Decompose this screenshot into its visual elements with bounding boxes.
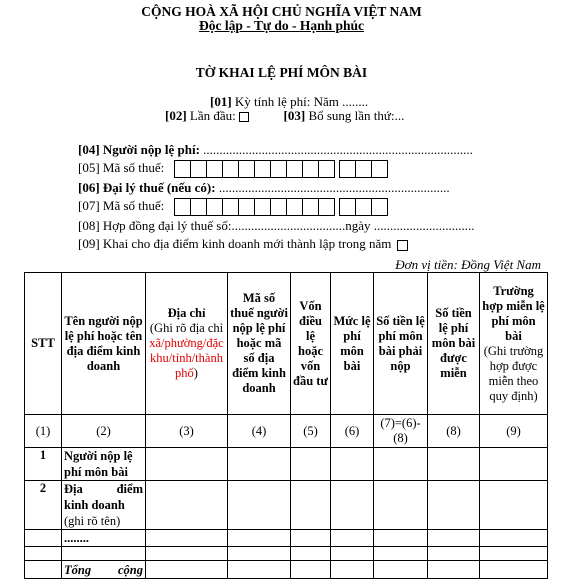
header-stt: STT	[25, 273, 62, 415]
row-exempt-case[interactable]	[480, 530, 548, 547]
first-time-checkbox[interactable]	[239, 112, 249, 122]
row-tax-code[interactable]	[228, 481, 291, 530]
row-name[interactable]: Người nộp lệ phí môn bài	[62, 448, 146, 481]
row-name[interactable]: ........	[62, 530, 146, 547]
header-address-note-close: )	[193, 366, 198, 380]
code-03: [03]	[283, 108, 306, 123]
tax-year-label: Kỳ tính lệ phí: Năm ........	[234, 94, 369, 109]
row-capital[interactable]	[291, 547, 331, 561]
currency-note: Đơn vị tiền: Đồng Việt Nam	[395, 257, 541, 272]
supplement-label: Bổ sung lần thứ:...	[308, 108, 405, 123]
row-payable[interactable]	[374, 448, 428, 481]
code-06: [06]	[78, 180, 100, 195]
row-exempt[interactable]	[428, 530, 480, 547]
row-exempt-case[interactable]	[480, 448, 548, 481]
total-row	[25, 561, 548, 579]
index-row	[25, 415, 548, 448]
header-exempt: Số tiền lệ phí môn bài được miễn	[428, 273, 480, 415]
tax-code-label: [05] Mã số thuế:	[78, 160, 165, 175]
field-09	[78, 236, 408, 252]
table-row	[25, 481, 548, 530]
field-04	[78, 142, 473, 158]
total-cell[interactable]	[480, 561, 548, 579]
agent-dots[interactable]: .......................................................................	[218, 180, 450, 195]
header-address-note: (Ghi rõ địa chỉ	[149, 321, 224, 335]
total-cell[interactable]	[228, 561, 291, 579]
field-07	[78, 198, 387, 216]
index-cell: (9)	[480, 415, 548, 448]
row-address[interactable]	[146, 448, 228, 481]
motto	[0, 18, 563, 34]
tax-code-branch-boxes[interactable]	[339, 160, 387, 178]
first-time-line	[165, 108, 404, 124]
index-cell: (3)	[146, 415, 228, 448]
row-capital[interactable]	[291, 448, 331, 481]
header-fee-level: Mức lệ phí môn bài	[331, 273, 374, 415]
row-tax-code[interactable]	[228, 547, 291, 561]
agent-tax-code-branch-boxes[interactable]	[339, 198, 387, 216]
index-cell: (1)	[25, 415, 62, 448]
total-cell[interactable]	[331, 561, 374, 579]
row-capital[interactable]	[291, 481, 331, 530]
total-label-words	[64, 562, 143, 578]
row-tax-code[interactable]	[228, 448, 291, 481]
row-name-line1	[64, 481, 143, 497]
row-fee-level[interactable]	[331, 448, 374, 481]
new-location-label: [09] Khai cho địa điểm kinh doanh mới thành lập trong năm	[78, 236, 392, 251]
row-name-line2: kinh doanh	[64, 498, 125, 512]
table-row	[25, 448, 548, 481]
row-payable[interactable]	[374, 530, 428, 547]
row-stt: 1	[25, 448, 62, 481]
total-cell[interactable]	[146, 561, 228, 579]
field-08	[78, 218, 475, 234]
row-stt: 2	[25, 481, 62, 530]
row-fee-level[interactable]	[331, 547, 374, 561]
row-exempt-case[interactable]	[480, 481, 548, 530]
payer-dots[interactable]: ...................................................................................	[203, 142, 473, 157]
row-name-word: Địa	[64, 482, 83, 496]
row-fee-level[interactable]	[331, 530, 374, 547]
total-cell[interactable]	[374, 561, 428, 579]
row-address[interactable]	[146, 481, 228, 530]
row-exempt[interactable]	[428, 481, 480, 530]
tax-code-boxes[interactable]	[174, 160, 334, 178]
header-exempt-case	[480, 273, 548, 415]
index-cell: (6)	[331, 415, 374, 448]
motto-text: Độc lập - Tự do - Hạnh phúc	[198, 18, 365, 33]
row-stt	[25, 530, 62, 547]
form-title: TỜ KHAI LỆ PHÍ MÔN BÀI	[195, 65, 368, 80]
agent-label: Đại lý thuế (nếu có):	[102, 180, 216, 195]
payer-label: Người nộp lệ phí:	[102, 142, 200, 157]
code-02: [02]	[165, 108, 187, 123]
total-cell[interactable]	[428, 561, 480, 579]
header-address-note-red: xã/phường/đặc khu/tỉnh/thành phố	[149, 336, 224, 380]
first-time-label: Lần đầu:	[189, 108, 236, 123]
index-cell: (7)=(6)-(8)	[374, 415, 428, 448]
fee-table	[24, 272, 548, 579]
row-tax-code[interactable]	[228, 530, 291, 547]
row-payable[interactable]	[374, 481, 428, 530]
row-name[interactable]	[62, 547, 146, 561]
total-stt	[25, 561, 62, 579]
total-word: Tổng	[64, 562, 92, 577]
row-stt	[25, 547, 62, 561]
header-address-title: Địa chỉ	[167, 306, 206, 320]
code-04: [04]	[78, 142, 100, 157]
row-fee-level[interactable]	[331, 481, 374, 530]
header-payable: Số tiền lệ phí môn bài phải nộp	[374, 273, 428, 415]
index-cell: (4)	[228, 415, 291, 448]
row-address[interactable]	[146, 530, 228, 547]
row-exempt-case[interactable]	[480, 547, 548, 561]
row-name[interactable]	[62, 481, 146, 530]
field-05	[78, 160, 387, 178]
header-exempt-case-note: (Ghi trường hợp được miễn theo quy định)	[483, 343, 544, 403]
row-exempt[interactable]	[428, 448, 480, 481]
total-cell[interactable]	[291, 561, 331, 579]
header-tax-code: Mã số thuế người nộp lệ phí hoặc mã số địa điểm kinh doanh	[228, 273, 291, 415]
header-name: Tên người nộp lệ phí hoặc tên địa điểm kinh doanh	[62, 273, 146, 415]
index-cell: (5)	[291, 415, 331, 448]
row-name-word: điểm	[116, 482, 143, 496]
new-location-checkbox[interactable]	[397, 240, 408, 251]
total-label	[62, 561, 146, 579]
header-capital: Vốn điều lệ hoặc vốn đầu tư	[291, 273, 331, 415]
header-exempt-case-title: Trường hợp miễn lệ phí môn bài	[482, 283, 545, 343]
total-word: cộng	[118, 562, 143, 577]
header-address	[146, 273, 228, 415]
contract-label: [08] Hợp đồng đại lý thuế số:...................................ngày ...............................	[78, 218, 475, 233]
row-payable[interactable]	[374, 547, 428, 561]
agent-tax-code-boxes[interactable]	[174, 198, 334, 216]
row-capital[interactable]	[291, 530, 331, 547]
code-01: [01]	[210, 94, 232, 109]
table-row	[25, 530, 548, 547]
row-address[interactable]	[146, 547, 228, 561]
row-name-note: (ghi rõ tên)	[64, 514, 121, 528]
agent-tax-code-label: [07] Mã số thuế:	[78, 198, 165, 213]
index-cell: (8)	[428, 415, 480, 448]
table-row	[25, 547, 548, 561]
field-06	[78, 180, 450, 196]
index-cell: (2)	[62, 415, 146, 448]
national-title: CỘNG HOÀ XÃ HỘI CHỦ NGHĨA VIỆT NAM	[141, 4, 422, 19]
row-exempt[interactable]	[428, 547, 480, 561]
